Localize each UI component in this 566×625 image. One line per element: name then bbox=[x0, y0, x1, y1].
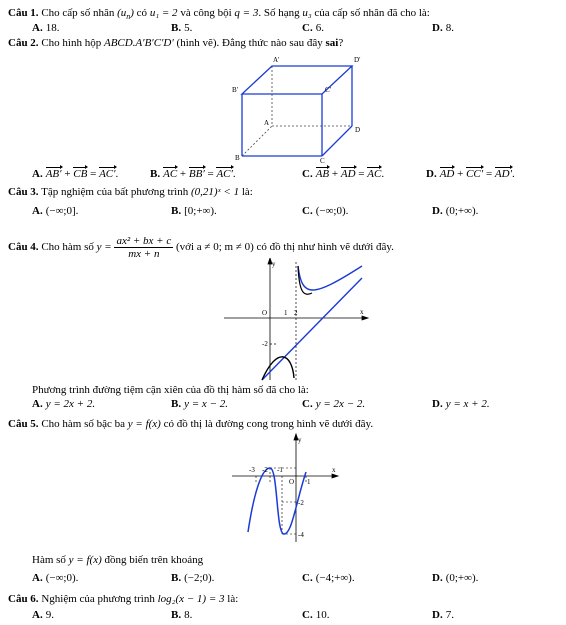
q5-question-fx: y = f(x) bbox=[68, 554, 102, 566]
q1-u3: u₃ bbox=[302, 7, 312, 19]
axis-x-label: x bbox=[360, 308, 364, 316]
option-text: (0;+∞). bbox=[445, 572, 479, 584]
option-letter: D. bbox=[426, 168, 437, 180]
q2-text-a: Cho hình hộp bbox=[41, 37, 102, 49]
q1-option-c[interactable] bbox=[302, 22, 324, 35]
axis-y-label: y bbox=[298, 436, 302, 444]
q4-text-a: Cho hàm số bbox=[41, 241, 94, 253]
option-letter: B. bbox=[171, 572, 182, 584]
label-c-prime: C′ bbox=[325, 86, 332, 94]
option-text: (−∞;0). bbox=[315, 205, 349, 217]
q2-option-b[interactable]: B. AC + BB′ = AC′. bbox=[150, 168, 236, 180]
q5-text-b: có đồ thị là đường cong trong hình vẽ dưới đây. bbox=[163, 418, 374, 430]
vector: CB bbox=[73, 168, 88, 180]
origin-label: O bbox=[262, 309, 268, 317]
option-letter: D. bbox=[432, 22, 443, 34]
q4-y-eq: y = bbox=[96, 241, 112, 253]
q1-text-c: và công bội bbox=[180, 7, 232, 19]
q4-fraction bbox=[114, 235, 173, 260]
question-5-stem bbox=[8, 418, 373, 431]
question-2-stem bbox=[8, 37, 343, 50]
q4-option-d[interactable] bbox=[432, 398, 490, 411]
q1-text-e: của cấp số nhân đã cho là: bbox=[314, 7, 430, 19]
q3-text-b: là: bbox=[241, 186, 253, 198]
vector: AB′ bbox=[45, 168, 62, 180]
question-4-label: Câu 4. bbox=[8, 241, 39, 253]
question-5-label: Câu 5. bbox=[8, 418, 39, 430]
q1-option-a[interactable] bbox=[32, 22, 59, 35]
vector: CC′ bbox=[466, 168, 484, 180]
q5-fx: y = f(x) bbox=[127, 418, 161, 430]
vector: AD bbox=[439, 168, 455, 180]
fraction-denominator: mx + n bbox=[128, 247, 160, 260]
option-letter: D. bbox=[432, 205, 443, 217]
option-text: 8. bbox=[445, 22, 454, 34]
option-letter: C. bbox=[302, 398, 313, 410]
question-3-stem bbox=[8, 186, 253, 199]
label-a-prime: A′ bbox=[273, 56, 280, 64]
question-6-label: Câu 6. bbox=[8, 593, 39, 605]
q6-text: Nghiệm của phương trình bbox=[41, 593, 155, 605]
option-text: 7. bbox=[445, 609, 454, 621]
q5-text-a: Cho hàm số bậc ba bbox=[41, 418, 126, 430]
fraction-numerator: ax² + bx + c bbox=[116, 234, 172, 247]
q1-text-d: . Số hạng bbox=[258, 7, 300, 19]
tick-neg-2: -2 bbox=[262, 340, 268, 348]
option-letter: D. bbox=[432, 609, 443, 621]
option-letter: C. bbox=[302, 609, 313, 621]
option-text: y = 2x + 2. bbox=[45, 398, 96, 410]
q4-condition: (với a ≠ 0; m ≠ 0) bbox=[175, 241, 254, 253]
vector: AC′ bbox=[99, 168, 116, 180]
option-letter: B. bbox=[171, 22, 182, 34]
option-text: [0;+∞). bbox=[184, 205, 217, 217]
parallelepiped-figure bbox=[222, 52, 372, 164]
option-letter: A. bbox=[32, 572, 43, 584]
q6-option-b[interactable] bbox=[171, 609, 192, 622]
option-letter: D. bbox=[432, 398, 443, 410]
vector: BB′ bbox=[188, 168, 205, 180]
option-text: (−2;0). bbox=[184, 572, 215, 584]
q6-option-c[interactable] bbox=[302, 609, 329, 622]
q3-option-a[interactable] bbox=[32, 205, 78, 218]
option-letter: B. bbox=[171, 398, 182, 410]
option-text: y = 2x − 2. bbox=[315, 398, 366, 410]
option-text: (−4;+∞). bbox=[315, 572, 355, 584]
option-text: (0;+∞). bbox=[445, 205, 479, 217]
option-letter: C. bbox=[302, 205, 313, 217]
label-d: D bbox=[355, 126, 361, 134]
tick-neg-4: -4 bbox=[298, 531, 304, 539]
question-6-stem bbox=[8, 593, 238, 606]
q5-question-b: đồng biến trên khoảng bbox=[104, 554, 204, 566]
sequence-symbol: $(u_n)$ bbox=[117, 7, 134, 22]
question-1-label: Câu 1. bbox=[8, 7, 39, 19]
q2-text-b: (hình vẽ). Đẳng thức nào sau đây bbox=[176, 37, 323, 49]
vector: AC′ bbox=[216, 168, 233, 180]
option-text: 10. bbox=[315, 609, 330, 621]
q4-option-c[interactable] bbox=[302, 398, 365, 411]
q1-u1: u₁ = 2 bbox=[149, 7, 178, 19]
q4-question: Phương trình đường tiệm cận xiên của đồ thị hàm số đã cho là: bbox=[32, 384, 309, 396]
q6-equation: log₂(x − 1) = 3 bbox=[157, 593, 225, 605]
q3-option-d[interactable] bbox=[432, 205, 478, 218]
q1-option-d[interactable] bbox=[432, 22, 454, 35]
q1-text-b: có bbox=[136, 7, 148, 19]
q2-box-name: ABCD.A′B′C′D′ bbox=[103, 37, 174, 49]
rational-function-graph bbox=[222, 258, 372, 382]
vector: AD bbox=[340, 168, 356, 180]
label-c: C bbox=[320, 157, 325, 164]
option-letter: A. bbox=[32, 168, 43, 180]
option-text: 18. bbox=[45, 22, 60, 34]
tick-neg-1: -1 bbox=[277, 466, 283, 474]
q2-text-c: ? bbox=[338, 37, 344, 49]
option-letter: C. bbox=[302, 22, 313, 34]
option-letter: C. bbox=[302, 168, 313, 180]
q4-option-b[interactable] bbox=[171, 398, 228, 411]
label-d-prime: D′ bbox=[354, 56, 361, 64]
option-text: y = x + 2. bbox=[445, 398, 490, 410]
option-letter: B. bbox=[171, 205, 182, 217]
q6-option-d[interactable] bbox=[432, 609, 454, 622]
axis-y-label: y bbox=[272, 260, 276, 268]
q2-option-a[interactable]: A. AB′ + CB = AC′. bbox=[32, 168, 119, 180]
option-letter: A. bbox=[32, 609, 43, 621]
q5-option-d[interactable] bbox=[432, 572, 478, 585]
tick-1: 1 bbox=[307, 478, 311, 486]
option-text: (−∞;0]. bbox=[45, 205, 79, 217]
question-4-stem bbox=[8, 233, 394, 261]
axis-x-label: x bbox=[332, 466, 336, 474]
vector: AC bbox=[163, 168, 178, 180]
q2-option-c[interactable]: C. AB + AD = AC. bbox=[302, 168, 385, 180]
option-text: 5. bbox=[184, 22, 193, 34]
tick-neg-2-y: -2 bbox=[298, 499, 304, 507]
option-letter: B. bbox=[171, 609, 182, 621]
label-a: A bbox=[264, 119, 270, 127]
question-2-label: Câu 2. bbox=[8, 37, 39, 49]
q3-option-c[interactable] bbox=[302, 205, 348, 218]
q1-ratio: q = 3 bbox=[234, 7, 259, 19]
question-3-label: Câu 3. bbox=[8, 186, 39, 198]
option-text: 8. bbox=[184, 609, 193, 621]
option-text: y = x − 2. bbox=[184, 398, 228, 410]
option-letter: D. bbox=[432, 572, 443, 584]
q5-option-b[interactable] bbox=[171, 572, 214, 585]
label-b-prime: B′ bbox=[232, 86, 239, 94]
q3-text: Tập nghiệm của bất phương trình bbox=[41, 186, 189, 198]
q5-option-a[interactable] bbox=[32, 572, 78, 585]
option-text: 9. bbox=[45, 609, 54, 621]
q5-question-a: Hàm số bbox=[32, 554, 66, 566]
q1-text-a: Cho cấp số nhân bbox=[41, 7, 115, 19]
q2-emphasis: sai bbox=[325, 37, 339, 49]
cubic-function-graph bbox=[222, 432, 342, 544]
option-letter: A. bbox=[32, 22, 43, 34]
option-text: (−∞;0). bbox=[45, 572, 79, 584]
vector: AB bbox=[315, 168, 330, 180]
origin-label: O bbox=[289, 478, 295, 486]
option-letter: C. bbox=[302, 572, 313, 584]
option-letter: A. bbox=[32, 205, 43, 217]
vector: AC bbox=[367, 168, 382, 180]
tick-neg-3: -3 bbox=[249, 466, 255, 474]
q3-option-b[interactable] bbox=[171, 205, 217, 218]
q5-option-c[interactable] bbox=[302, 572, 355, 585]
q3-inequality: (0,21)ˣ < 1 bbox=[190, 186, 240, 198]
q1-option-b[interactable] bbox=[171, 22, 192, 35]
q4-option-a[interactable] bbox=[32, 398, 95, 411]
q2-option-d[interactable]: D. AD + CC′ = AD′. bbox=[426, 168, 515, 180]
q5-question bbox=[32, 554, 203, 567]
question-1-stem bbox=[8, 7, 430, 20]
label-b: B bbox=[235, 154, 240, 162]
tick-1: 1 bbox=[284, 309, 288, 317]
option-letter: A. bbox=[32, 398, 43, 410]
option-letter: B. bbox=[150, 168, 161, 180]
tick-2: 2 bbox=[294, 309, 298, 317]
option-text: 6. bbox=[315, 22, 324, 34]
vector: AD′ bbox=[494, 168, 512, 180]
q6-text-b: là: bbox=[227, 593, 239, 605]
tick-neg-2-x: -2 bbox=[262, 466, 268, 474]
q4-text-b: có đồ thị như hình vẽ dưới đây. bbox=[256, 241, 394, 253]
q6-option-a[interactable] bbox=[32, 609, 54, 622]
